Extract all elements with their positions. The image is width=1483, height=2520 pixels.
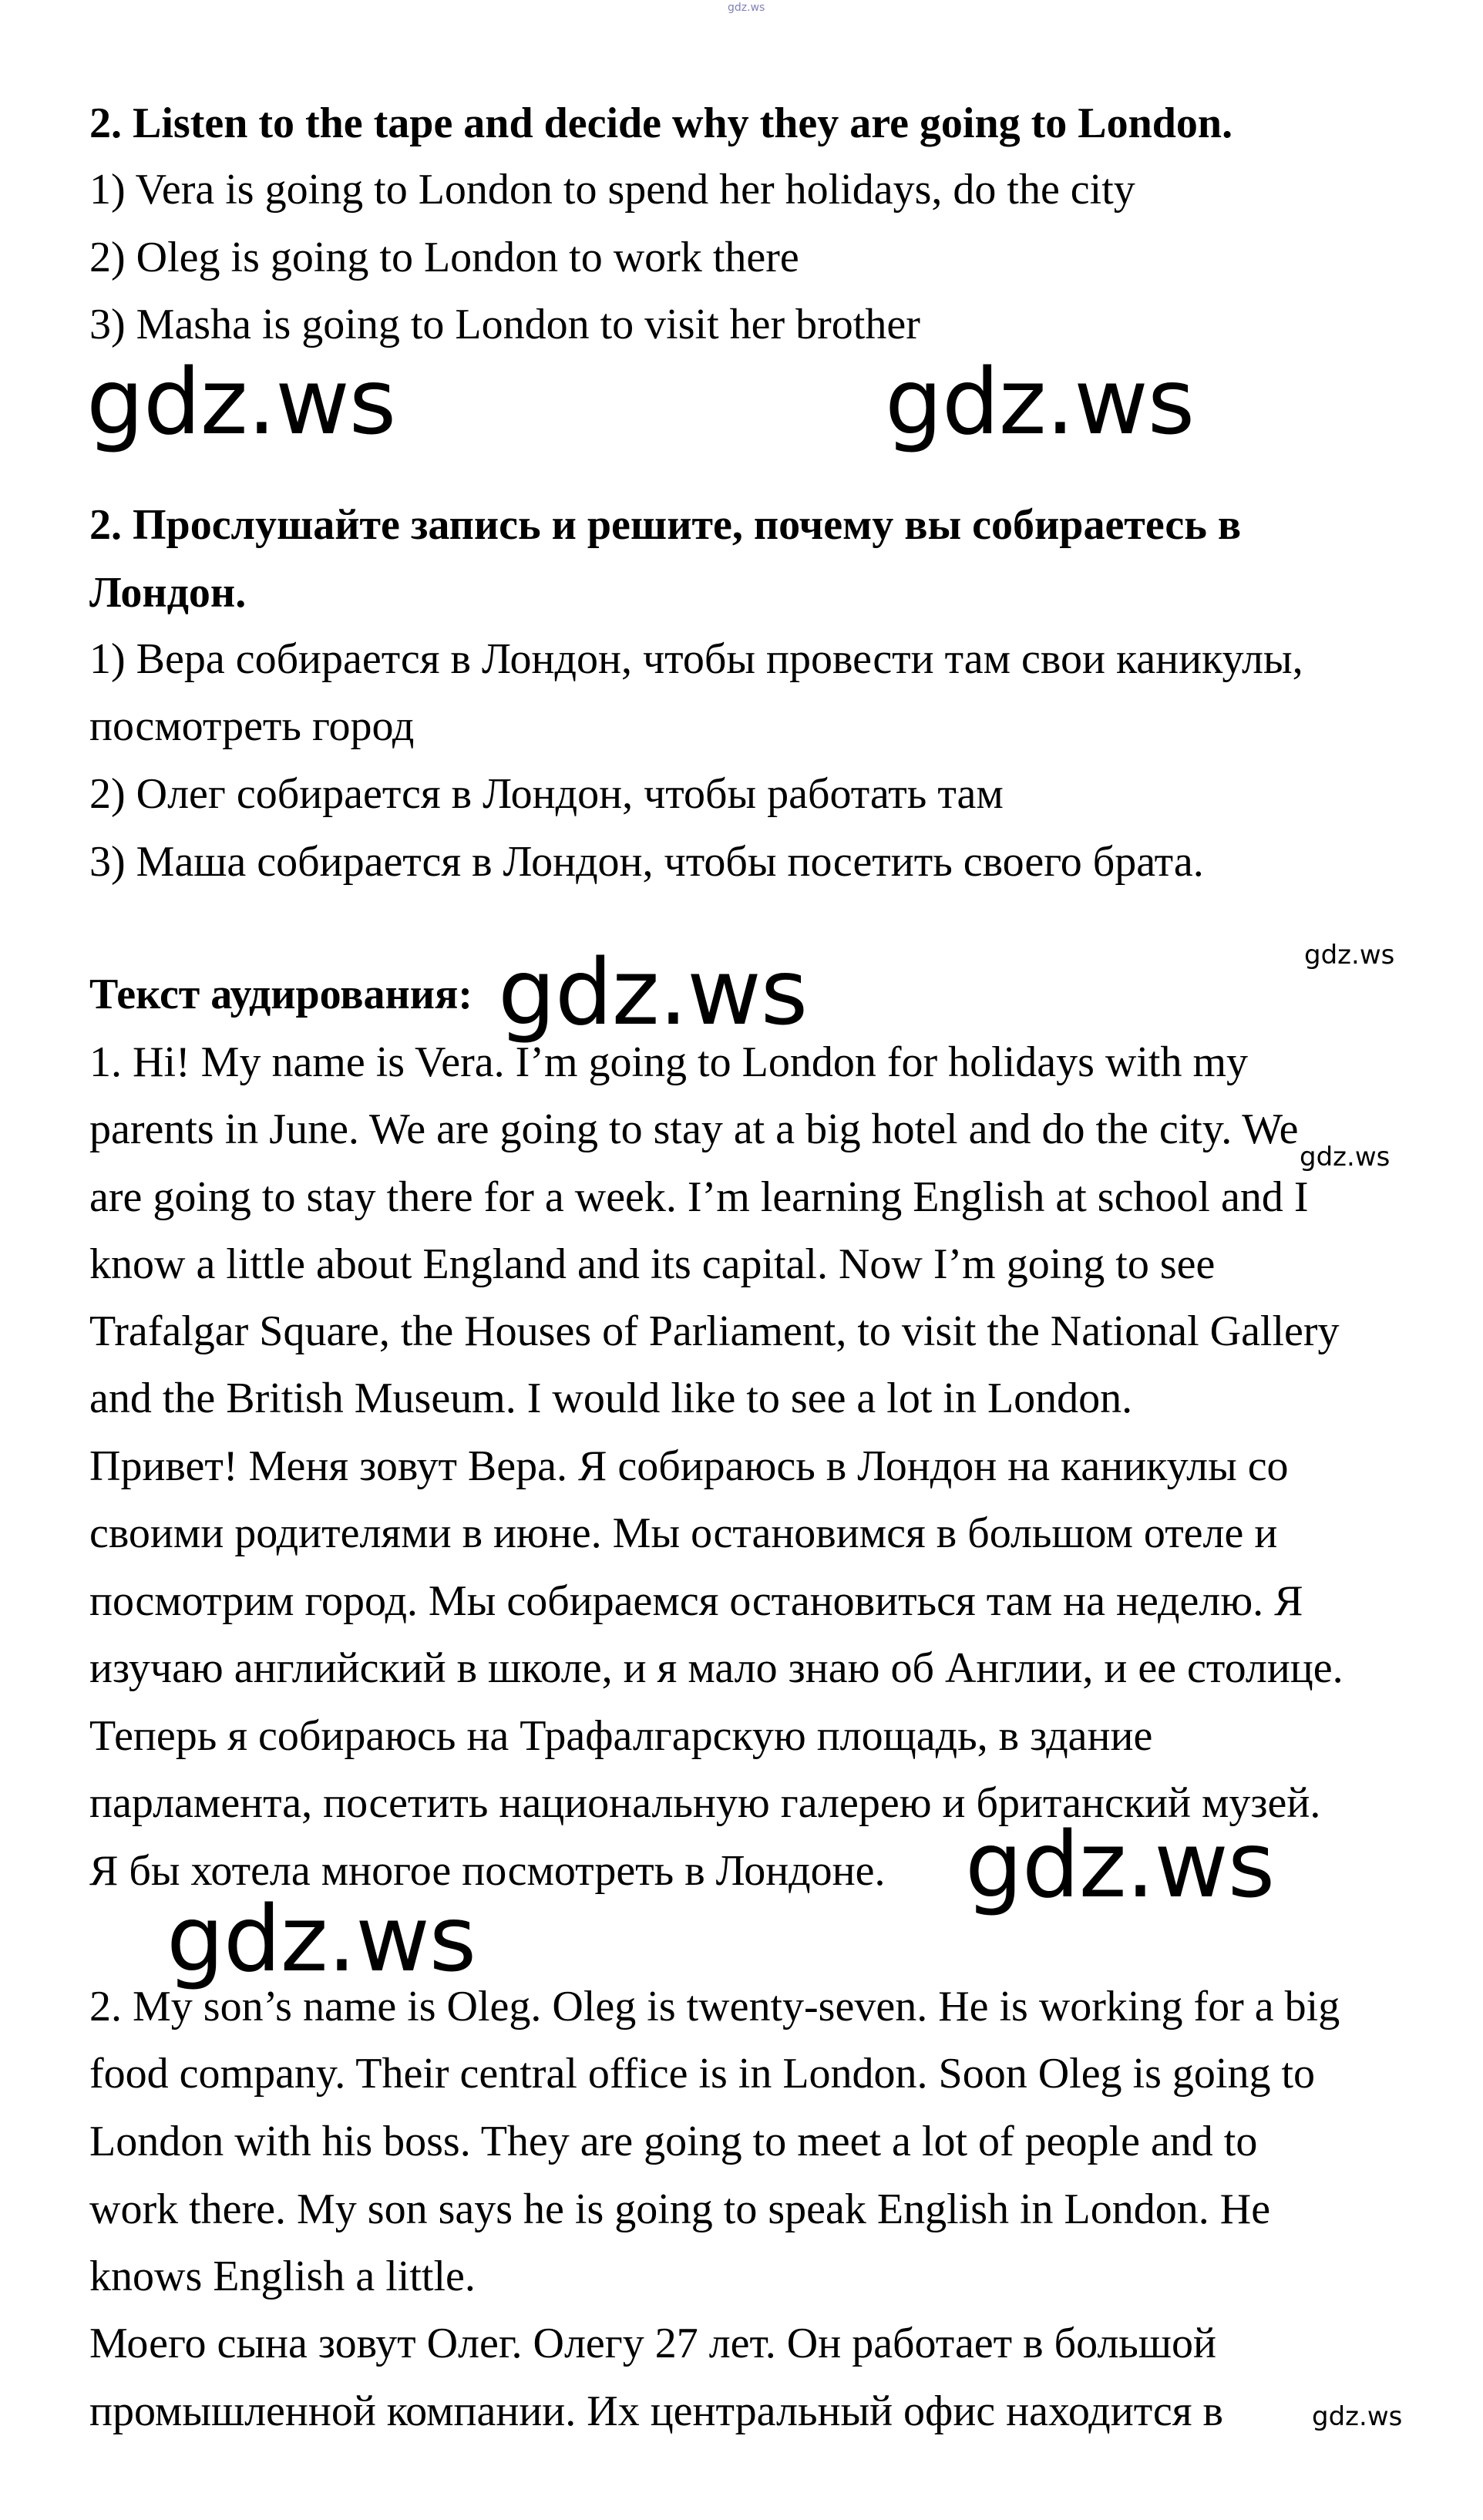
transcript-line: London with his boss. They are going to meet a lot of people and to	[89, 2118, 1258, 2165]
transcript-line: своими родителями в июне. Мы остановимся в большом отеле и	[89, 1509, 1278, 1557]
transcript-line: parents in June. We are going to stay at a big hotel and do the city. We	[89, 1105, 1299, 1153]
task-en-heading: 2. Listen to the tape and decide why they are going to London.	[89, 99, 1233, 147]
watermark-big: gdz.ws	[86, 348, 396, 455]
watermark-small: gdz.ws	[1304, 940, 1395, 971]
watermark-big: gdz.ws	[965, 1812, 1275, 1918]
transcript-line: 2. My son’s name is Oleg. Oleg is twenty-seven. He is working for a big	[89, 1983, 1340, 2030]
task-en-line: 2) Oleg is going to London to work there	[89, 234, 799, 281]
transcript-line: Я бы хотела многое посмотреть в Лондоне.	[89, 1847, 886, 1895]
task-ru-heading: Лондон.	[89, 569, 247, 617]
transcript-line: Теперь я собираюсь на Трафалгарскую площадь, в здание	[89, 1712, 1153, 1760]
task-ru-line: 1) Вера собирается в Лондон, чтобы провести там свои каникулы,	[89, 635, 1303, 683]
transcript-line: 1. Hi! My name is Vera. I’m going to London for holidays with my	[89, 1038, 1249, 1086]
transcript-heading: Текст аудирования:	[89, 971, 472, 1018]
transcript-line: посмотрим город. Мы собираемся остановиться там на неделю. Я	[89, 1577, 1303, 1625]
watermark-small: gdz.ws	[1312, 2401, 1403, 2432]
watermark-big: gdz.ws	[498, 939, 808, 1045]
transcript-line: work there. My son says he is going to speak English in London. He	[89, 2185, 1271, 2233]
transcript-line: food company. Their central office is in London. Soon Oleg is going to	[89, 2050, 1316, 2098]
task-en-line: 3) Masha is going to London to visit her brother	[89, 301, 920, 348]
transcript-line: are going to stay there for a week. I’m learning English at school and I	[89, 1173, 1309, 1221]
task-ru-line: посмотреть город	[89, 702, 415, 750]
transcript-line: and the British Museum. I would like to see a lot in London.	[89, 1374, 1133, 1422]
task-ru-line: 2) Олег собирается в Лондон, чтобы работать там	[89, 770, 1004, 818]
watermark-small: gdz.ws	[1300, 1142, 1391, 1173]
transcript-line: парламента, посетить национальную галерею и британский музей.	[89, 1779, 1321, 1827]
transcript-line: Моего сына зовут Олег. Олегу 27 лет. Он работает в большой	[89, 2320, 1216, 2367]
header-watermark: gdz.ws	[728, 2, 765, 14]
watermark-big: gdz.ws	[885, 348, 1195, 455]
transcript-line: Trafalgar Square, the Houses of Parliament, to visit the National Gallery	[89, 1307, 1340, 1355]
task-ru-line: 3) Маша собирается в Лондон, чтобы посетить своего брата.	[89, 838, 1204, 886]
transcript-line: knows English a little.	[89, 2253, 476, 2300]
transcript-line: промышленной компании. Их центральный офис находится в	[89, 2387, 1223, 2435]
watermark-big: gdz.ws	[166, 1886, 476, 1992]
task-ru-heading: 2. Прослушайте запись и решите, почему вы собираетесь в	[89, 501, 1242, 549]
transcript-line: Привет! Меня зовут Вера. Я собираюсь в Лондон на каникулы со	[89, 1442, 1289, 1490]
task-en-line: 1) Vera is going to London to spend her holidays, do the city	[89, 166, 1135, 214]
transcript-line: know a little about England and its capital. Now I’m going to see	[89, 1240, 1216, 1288]
transcript-line: изучаю английский в школе, и я мало знаю об Англии, и ее столице.	[89, 1644, 1343, 1692]
